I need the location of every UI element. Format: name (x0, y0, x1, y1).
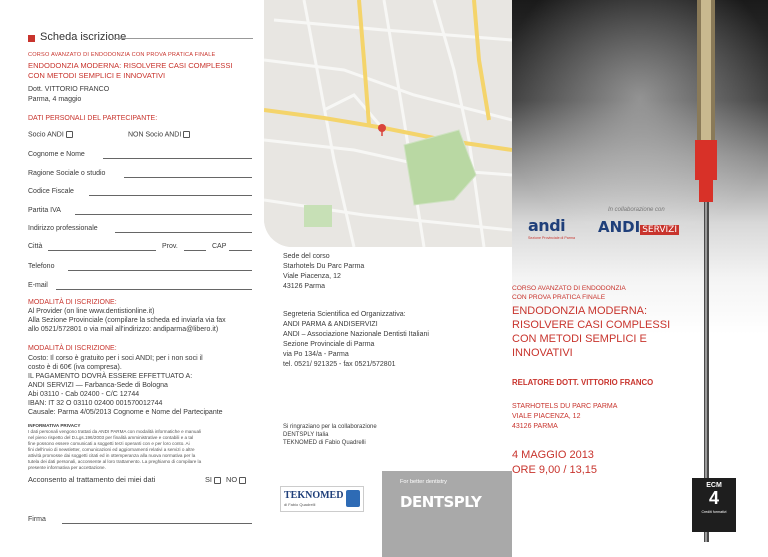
privacy-line: tutela dei dati personali, acconsente al loro trattamento. La preghiamo di compilare la (28, 459, 202, 464)
thanks-line3: TEKNOMED di Fabio Quadrelli (283, 440, 366, 446)
teknomed-emblem-icon (346, 490, 360, 507)
ecm-sub: Crediti formativi (701, 510, 727, 514)
consent-si-option[interactable] (205, 475, 221, 484)
andi-logo-sub: Sezione Provinciale di Parma (528, 236, 575, 240)
teknomed-logo-sub: di Fabio Quadrelli (284, 502, 316, 507)
segreteria-line1: ANDI PARMA & ANDISERVIZI (283, 321, 378, 328)
privacy-line: presente informativa per accettazione. (28, 465, 106, 470)
course-title-line1: ENDODONZIA MODERNA: RISOLVERE CASI COMPLESSI (28, 61, 233, 70)
citta-field[interactable] (48, 250, 156, 251)
andi-logo-text: andi (528, 216, 566, 235)
payment-line2: ANDI SERVIZI — Farbanca-Sede di Bologna (28, 382, 168, 389)
cover-title-4: INNOVATIVI (512, 347, 573, 359)
consent-si-checkbox[interactable] (214, 477, 221, 484)
segreteria-line3: Sezione Provinciale di Parma (283, 341, 375, 348)
partita-iva-field[interactable] (75, 214, 252, 215)
cap-label: CAP (212, 243, 227, 250)
ecm-value: 4 (708, 488, 719, 508)
socio-andi-label: Socio ANDI (28, 131, 64, 139)
andi-logo (528, 216, 594, 242)
sede-line1: Starhotels Du Parc Parma (283, 263, 365, 270)
place-date: Parma, 4 maggio (28, 96, 82, 103)
segreteria-heading: Segreteria Scientifica ed Organizzativa: (283, 311, 406, 318)
codice-fiscale-field[interactable] (89, 195, 252, 196)
collab-label: In collaborazione con (608, 207, 665, 213)
cover-title-2: RISOLVERE CASI COMPLESSI (512, 319, 671, 331)
non-socio-andi-option[interactable] (128, 131, 190, 138)
partita-iva-label: Partita IVA (28, 207, 61, 214)
consent-no-label: NO (226, 475, 238, 484)
payment-line5: Causale: Parma 4/05/2013 Cognome e Nome del Partecipante (28, 409, 223, 416)
consent-label: Acconsento al trattamento dei miei dati (28, 475, 156, 484)
course-title-line2: CON METODI SEMPLICI E INNOVATIVI (28, 71, 166, 80)
event-date: 4 MAGGIO 2013 (512, 449, 594, 461)
cover-panel (512, 0, 768, 557)
andiservizi-logo-a: ANDI (598, 218, 641, 236)
speaker-name: Dott. VITTORIO FRANCO (28, 86, 110, 93)
form-title: Scheda iscrizione (40, 31, 127, 43)
cover-title-1: ENDODONZIA MODERNA: (512, 305, 648, 317)
indirizzo-label: Indirizzo professionale (28, 225, 98, 232)
thanks-line2: DENTSPLY Italia (283, 432, 329, 438)
cognome-nome-label: Cognome e Nome (28, 151, 85, 158)
ragione-sociale-label: Ragione Sociale o studio (28, 170, 106, 177)
payment-line4: IBAN: IT 32 O 03110 02400 001570012744 (28, 400, 163, 407)
non-socio-andi-label: NON Socio ANDI (128, 131, 182, 139)
venue-line3: 43126 PARMA (512, 423, 558, 430)
codice-fiscale-label: Codice Fiscale (28, 188, 74, 195)
header-rule (112, 38, 253, 39)
firma-label: Firma (28, 516, 46, 523)
registration-form-panel (0, 0, 256, 557)
socio-andi-option[interactable] (28, 131, 73, 138)
segreteria-line2: ANDI – Associazione Nazionale Dentisti Italiani (283, 331, 429, 338)
consent-no-checkbox[interactable] (239, 477, 246, 484)
prov-field[interactable] (184, 250, 206, 251)
modalita1-line3: allo 0521/572801 o via mail all'indirizzo: andiparma@libero.it) (28, 326, 219, 333)
citta-label: Città (28, 243, 43, 250)
consent-no-option[interactable] (226, 475, 246, 484)
section-personal-heading: DATI PERSONALI DEL PARTECIPANTE: (28, 115, 158, 122)
privacy-line: nel pieno rispetto del D.Lgs.196/2003 per finalità amministrative e contabili e a tal (28, 435, 194, 440)
non-socio-andi-checkbox[interactable] (183, 131, 190, 138)
indirizzo-field[interactable] (115, 232, 252, 233)
cover-course-small-2: CON PROVA PRATICA FINALE (512, 294, 606, 301)
segreteria-line4: via Po 134/a - Parma (283, 351, 349, 358)
firma-field[interactable] (62, 523, 252, 524)
course-small-label: CORSO AVANZATO DI ENDODONZIA CON PROVA PRATICA FINALE (28, 52, 216, 58)
prov-label: Prov. (162, 243, 178, 250)
socio-andi-checkbox[interactable] (66, 131, 73, 138)
modalita1-heading: MODALITÀ DI ISCRIZIONE: (28, 299, 117, 306)
andiservizi-logo (598, 218, 679, 237)
sede-line3: 43126 Parma (283, 283, 326, 290)
segreteria-line5: tel. 0521/ 921325 - fax 0521/572801 (283, 361, 396, 368)
event-time: ORE 9,00 / 13,15 (512, 464, 597, 476)
venue-map[interactable] (264, 0, 512, 247)
cover-course-small-1: CORSO AVANZATO DI ENDODONZIA (512, 285, 626, 292)
telefono-field[interactable] (68, 270, 252, 271)
andiservizi-logo-b: SERVIZI (642, 225, 677, 235)
privacy-text (28, 429, 201, 471)
payment-line1: IL PAGAMENTO DOVRÀ ESSERE EFFETTUATO A: (28, 373, 193, 380)
sede-heading: Sede del corso (283, 253, 330, 260)
modalita1-line2: Alla Sezione Provinciale (compilare la scheda ed inviarla via fax (28, 317, 226, 324)
ecm-label: ECM (706, 482, 722, 489)
payment-line3: Abi 03110 - Cab 02400 - C/C 12744 (28, 391, 140, 398)
cap-field[interactable] (229, 250, 252, 251)
venue-line1: STARHOTELS DU PARC PARMA (512, 403, 618, 410)
costo-line2: costo è di 60€ (iva compresa). (28, 364, 122, 371)
privacy-line: fine possono essere comunicati a soggetti terzi operanti con e per loro conto. Ai (28, 441, 190, 446)
venue-line2: VIALE PIACENZA, 12 (512, 413, 581, 420)
teknomed-logo (280, 486, 364, 512)
ecm-badge (692, 478, 736, 532)
email-field[interactable] (56, 289, 252, 290)
map-graphic (264, 0, 512, 247)
privacy-heading: INFORMATIVA PRIVACY (28, 423, 81, 428)
modalita1-line1: Al Provider (on line www.dentistionline.it) (28, 308, 155, 315)
modalita2-heading: MODALITÀ DI ISCRIZIONE: (28, 345, 117, 352)
privacy-line: fini dell'invio di newsletter, comunicazioni ed aggiornamenti relativi a servizi o altre (28, 447, 195, 452)
telefono-label: Telefono (28, 263, 55, 270)
dentsply-logo: DENTSPLY (400, 493, 482, 511)
email-label: E-mail (28, 282, 48, 289)
relatore: RELATORE DOTT. VITTORIO FRANCO (512, 378, 654, 387)
dentsply-bar (382, 471, 512, 557)
sede-line2: Viale Piacenza, 12 (283, 273, 341, 280)
cover-title-3: CON METODI SEMPLICI E (512, 333, 647, 345)
teknomed-logo-text: TEKNOMED (284, 490, 344, 501)
cognome-nome-field[interactable] (103, 158, 252, 159)
dentsply-tagline: For better dentistry (400, 479, 447, 485)
thanks-line1: Si ringraziano per la collaborazione (283, 424, 377, 430)
consent-si-label: SI (205, 475, 212, 484)
costo-line1: Costo: Il corso è gratuito per i soci ANDI; per i non soci il (28, 355, 203, 362)
header-bullet-icon (28, 35, 35, 42)
ragione-sociale-field[interactable] (124, 177, 252, 178)
privacy-line: I dati personali vengono trattati da ANDI PARMA con modalità informatiche e manuali (28, 429, 202, 434)
privacy-line: attività promosse dai soggetti citati ed in ottemperanza alla nuova normativa per la (28, 453, 196, 458)
